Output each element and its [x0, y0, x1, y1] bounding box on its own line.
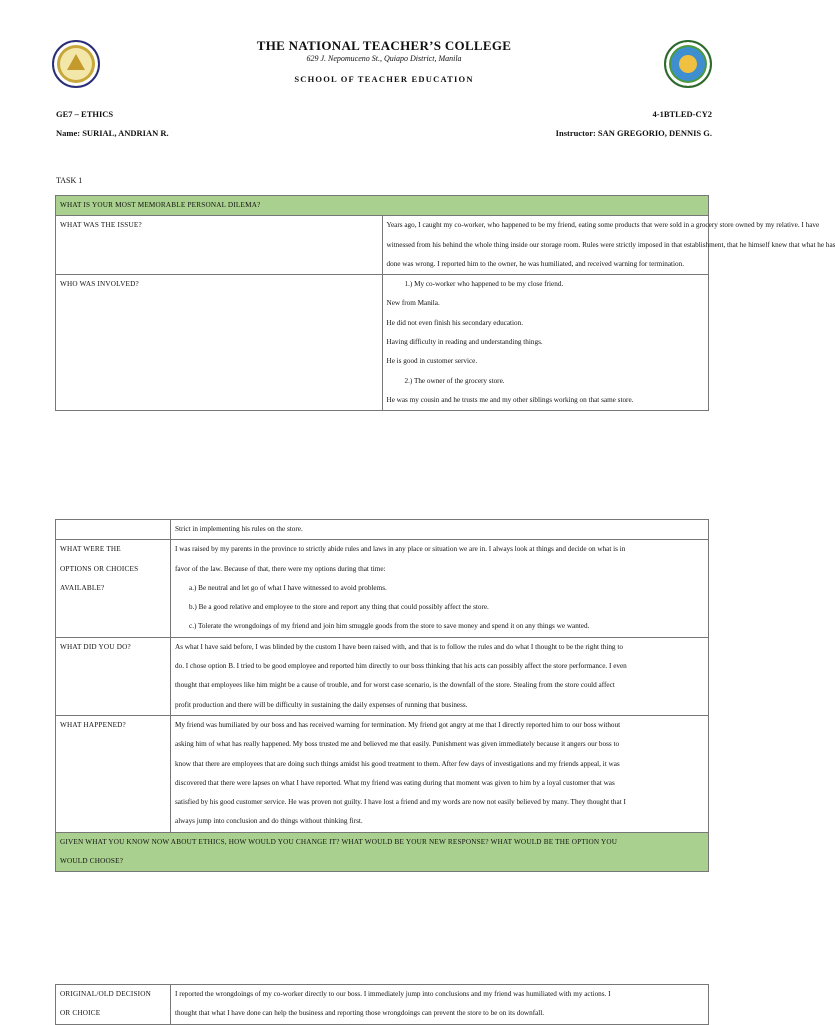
involved-line: New from Manila. [386, 299, 440, 308]
old-decision-label [56, 985, 171, 1025]
options-label-line: AVAILABLE? [60, 583, 105, 592]
ethics-question [56, 832, 709, 872]
involved-line: 1.) My co-worker who happened to be my close friend. [404, 280, 564, 289]
happened-line: discovered that there were lapses on what I have reported. What my friend was eating during that moment was given to him by a loyal customer that was [175, 778, 615, 787]
involved-line: Having difficulty in reading and understanding things. [386, 338, 543, 347]
happened-label: WHAT HAPPENED? [56, 715, 171, 832]
issue-cell [382, 216, 835, 275]
options-line: favor of the law. Because of that, there were my options during that time: [175, 564, 386, 573]
old-decision-cell [171, 985, 709, 1025]
happened-line: asking him of what has really happened. My boss trusted me and believed me that easily. Punishment was given immediately because it angers our boss to [175, 740, 620, 749]
options-cell [171, 540, 709, 637]
option-a: a.) Be neutral and let go of what I have witnessed to avoid problems. [189, 583, 387, 592]
question-line: WOULD CHOOSE? [60, 857, 124, 866]
issue-line: Years ago, I caught my co-worker, who happened to be my friend, eating some products that were sold in a grocery store owned by my relative. I have [386, 221, 820, 230]
options-line: I was raised by my parents in the province to strictly abide rules and laws in any place or situation we are in. I always look at things and decide on what is in [175, 545, 626, 554]
did-line: do. I chose option B. I tried to be good employee and reported him directly to our boss thinking that his acts can possibly affect the store performance. I even [175, 662, 627, 671]
dilemma-table [55, 195, 835, 411]
option-c: c.) Tolerate the wrongdoings of my friend and join him smuggle goods from the store to save money and spend it on any things we wanted. [189, 622, 590, 631]
involved-line: He did not even finish his secondary education. [386, 318, 524, 327]
did-cell [171, 637, 709, 715]
happened-line: satisfied by his good customer service. He was proven not guilty. I have lost a friend and my words are now not easily believed by many. They thought that I [175, 798, 626, 807]
did-line: thought that employees like him might be a cause of trouble, and for worst case scenario, is the downfall of the store. Stealing from the store could affect [175, 681, 615, 690]
section-code: 4-1BTLED-CY2 [652, 109, 712, 119]
options-label-line: OPTIONS OR CHOICES [60, 564, 139, 573]
course-code: GE7 – ETHICS [56, 109, 114, 119]
issue-line: done was wrong. I reported him to the owner, he was humiliated, and received warning for termination. [386, 259, 685, 268]
empty-label-cell [56, 520, 171, 540]
options-label-line: WHAT WERE THE [60, 545, 121, 554]
involved-label: WHO WAS INVOLVED? [56, 275, 383, 411]
question-line: GIVEN WHAT YOU KNOW NOW ABOUT ETHICS, HOW WOULD YOU CHANGE IT? WHAT WOULD BE YOUR NEW RESPONSE? WHAT WOULD BE THE OPTION YOU [60, 837, 618, 846]
involved-line: He is good in customer service. [386, 357, 478, 366]
happened-line: know that there are employees that are doing such things amidst his good treatment to them. After few days of investigations and my friends appeal, it was [175, 759, 620, 768]
old-decision-label-line: ORIGINAL/OLD DECISION [60, 990, 152, 998]
involved-line: He was my cousin and he trusts me and my other siblings working on that same store. [386, 395, 634, 404]
dilemma-heading: WHAT IS YOUR MOST MEMORABLE PERSONAL DILEMA? [56, 196, 709, 216]
happened-line: My friend was humiliated by our boss and has received warning for termination. My friend got angry at me that I directly reported him to our boss without [175, 720, 621, 729]
student-name: Name: SURIAL, ANDRIAN R. [56, 128, 169, 138]
issue-line: witnessed from his behind the whole thing inside our storage room. Rules were strictly imposed in that establishment, that he himself knew that what he has [386, 240, 835, 249]
did-label: WHAT DID YOU DO? [56, 637, 171, 715]
options-table [55, 519, 709, 872]
college-address: 629 J. Nepomuceno St., Quiapo District, Manila [306, 54, 462, 63]
involved-cell [382, 275, 709, 411]
instructor-name: Instructor: SAN GREGORIO, DENNIS G. [555, 128, 712, 138]
happened-cell [171, 715, 709, 832]
college-name: THE NATIONAL TEACHER’S COLLEGE [256, 38, 512, 53]
continued-line: Strict in implementing his rules on the store. [175, 525, 303, 533]
task-label: TASK 1 [56, 176, 83, 185]
happened-line: always jump into conclusion and do things without thinking first. [175, 817, 363, 826]
old-decision-line: thought that what I have done can help the business and reporting those wrongdoings can prevent the store to be on its downfall. [175, 1009, 545, 1018]
old-decision-label-line: OR CHOICE [60, 1009, 101, 1018]
options-label [56, 540, 171, 637]
continued-cell [171, 520, 709, 540]
school-name: SCHOOL OF TEACHER EDUCATION [294, 74, 474, 84]
decision-table [55, 984, 709, 1025]
involved-line: 2.) The owner of the grocery store. [404, 376, 505, 385]
did-line: profit production and there will be difficulty in sustaining the daily expenses of running that business. [175, 700, 468, 709]
issue-label: WHAT WAS THE ISSUE? [56, 216, 383, 275]
option-b: b.) Be a good relative and employee to the store and report any thing that could possibly affect the store. [189, 603, 489, 612]
did-line: As what I have said before, I was blinded by the custom I have been raised with, and that is to follow the rules and do what I thought to be the right thing to [175, 642, 623, 651]
old-decision-line: I reported the wrongdoings of my co-worker directly to our boss. I immediately jump into conclusions and my friend was humiliated with my actions. I [175, 990, 611, 998]
